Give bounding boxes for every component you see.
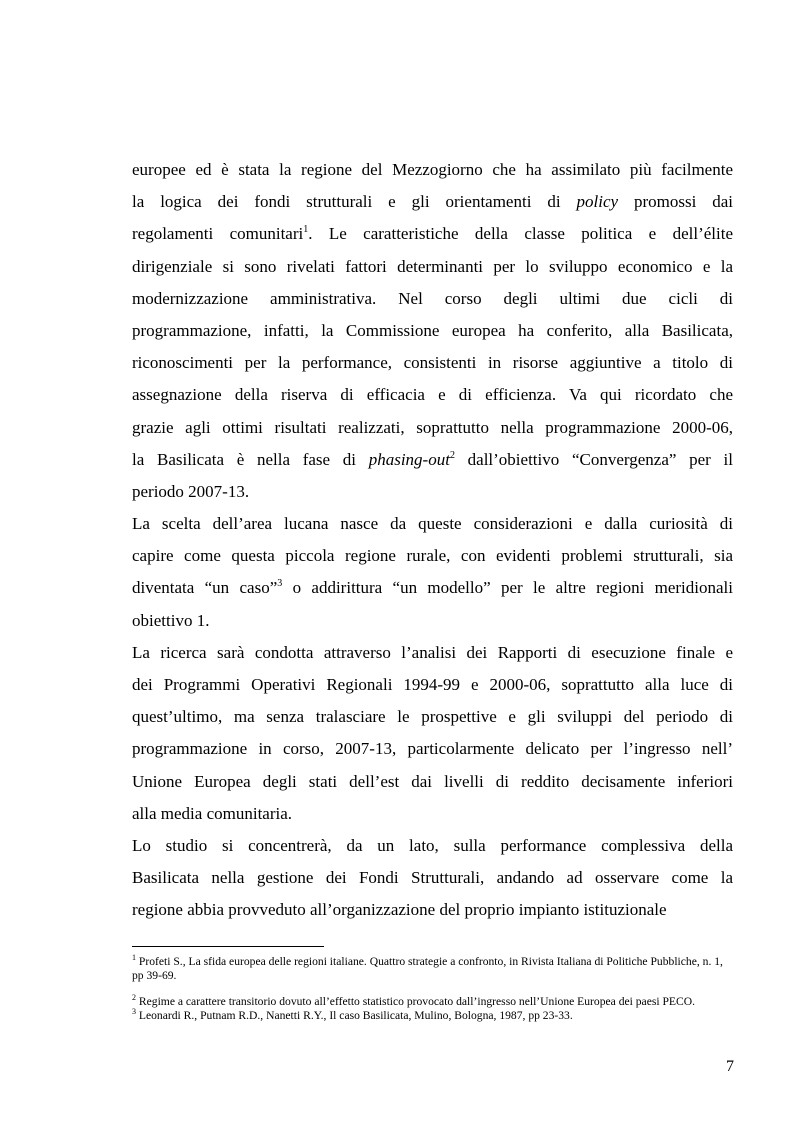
text-line bbox=[132, 572, 733, 604]
text-run: promossi dai bbox=[618, 192, 734, 212]
text-run: regione abbia provveduto all’organizzazione del proprio impianto istituzionale bbox=[132, 900, 667, 920]
text-run: regolamenti comunitari bbox=[132, 224, 304, 244]
text-run: la Basilicata è nella fase di bbox=[132, 449, 369, 469]
text-run: alla media comunitaria. bbox=[132, 803, 293, 823]
text-line bbox=[132, 540, 733, 572]
text-run: riconoscimenti per la performance, consistenti in risorse aggiuntive a titolo di bbox=[132, 353, 733, 373]
page-number: 7 bbox=[726, 1058, 734, 1075]
text-run: Lo studio si concentrerà, da un lato, sulla performance complessiva della bbox=[132, 835, 733, 855]
text-run: o addirittura “un modello” per le altre regioni meridionali bbox=[282, 578, 733, 598]
footnote-1 bbox=[132, 955, 737, 982]
text-run: programmazione in corso, 2007-13, particolarmente delicato per l’ingresso nell’ bbox=[132, 739, 733, 759]
text-line bbox=[132, 701, 733, 733]
text-line bbox=[132, 508, 733, 540]
text-run: la logica dei fondi strutturali e gli orientamenti di bbox=[132, 192, 577, 212]
text-run: quest’ultimo, ma senza tralasciare le prospettive e gli sviluppi del periodo di bbox=[132, 707, 733, 727]
text-line bbox=[132, 412, 733, 444]
footnote-reference: 1 bbox=[303, 224, 309, 236]
text-line bbox=[132, 669, 733, 701]
footnote-number: 2 bbox=[132, 993, 136, 1003]
footnote-reference: 2 bbox=[449, 449, 455, 461]
text-run: periodo 2007-13. bbox=[132, 481, 250, 501]
text-run: europee ed è stata la regione del Mezzogiorno che ha assimilato più facilmente bbox=[132, 160, 733, 179]
text-line bbox=[132, 894, 733, 926]
text-run: dei Programmi Operativi Regionali 1994-99 e 2000-06, soprattutto alla luce di bbox=[132, 675, 733, 694]
text-line bbox=[132, 218, 733, 250]
text-run: dirigenziale si sono rivelati fattori determinanti per lo sviluppo economico e la bbox=[132, 256, 733, 276]
footnotes bbox=[132, 955, 737, 1022]
text-line bbox=[132, 733, 733, 765]
text-run: La scelta dell’area lucana nasce da queste considerazioni e dalla curiosità di bbox=[132, 514, 733, 534]
text-line bbox=[132, 283, 733, 315]
footnote-2 bbox=[132, 995, 737, 1009]
text-run: diventata “un caso” bbox=[132, 578, 278, 598]
text-run: assegnazione della riserva di efficacia e di efficienza. Va qui ricordato che bbox=[132, 385, 733, 405]
text-line bbox=[132, 315, 733, 347]
text-line bbox=[132, 186, 733, 218]
text-run: programmazione, infatti, la Commissione europea ha conferito, alla Basilicata, bbox=[132, 320, 733, 340]
text-line bbox=[132, 637, 733, 669]
text-line bbox=[132, 862, 733, 894]
text-line bbox=[132, 798, 733, 830]
italic-term: phasing-out bbox=[368, 449, 450, 469]
text-run: dall’obiettivo “Convergenza” per il bbox=[454, 449, 733, 469]
text-line bbox=[132, 154, 733, 186]
text-run: capire come questa piccola regione rurale, con evidenti problemi strutturali, sia bbox=[132, 546, 733, 566]
text-run: La ricerca sarà condotta attraverso l’analisi dei Rapporti di esecuzione finale e bbox=[132, 642, 733, 662]
footnote-number: 3 bbox=[132, 1006, 136, 1016]
footnote-number: 1 bbox=[132, 953, 136, 962]
text-line bbox=[132, 347, 733, 379]
text-run: . Le caratteristiche della classe politica e dell’élite bbox=[308, 224, 734, 244]
footnote-text: Profeti S., La sfida europea delle regioni italiane. Quattro strategie a confronto, in Rivista Italiana di Politiche Pubbliche, n. 1, pp 39-69. bbox=[132, 955, 723, 982]
text-run: Basilicata nella gestione dei Fondi Strutturali, andando ad osservare come la bbox=[132, 868, 733, 888]
footnote-text: Leonardi R., Putnam R.D., Nanetti R.Y., Il caso Basilicata, Mulino, Bologna, 1987, pp 23-33. bbox=[136, 1008, 573, 1022]
text-run: obiettivo 1. bbox=[132, 610, 210, 630]
italic-term: policy bbox=[576, 192, 619, 212]
text-line bbox=[132, 379, 733, 411]
footnote-separator bbox=[132, 946, 324, 947]
text-run: modernizzazione amministrativa. Nel corso degli ultimi due cicli di bbox=[132, 288, 733, 308]
text-line bbox=[132, 605, 733, 637]
footnote-text: Regime a carattere transitorio dovuto all’effetto statistico provocato dall’ingresso nell’Unione Europea dei paesi PECO. bbox=[136, 995, 696, 1009]
text-line bbox=[132, 251, 733, 283]
text-line bbox=[132, 830, 733, 862]
text-run: grazie agli ottimi risultati realizzati, soprattutto nella programmazione 2000-06, bbox=[132, 417, 733, 437]
text-line bbox=[132, 444, 733, 476]
text-line bbox=[132, 766, 733, 798]
footnote-reference: 3 bbox=[277, 578, 283, 590]
text-line bbox=[132, 476, 733, 508]
text-run: Unione Europea degli stati dell’est dai livelli di reddito decisamente inferiori bbox=[132, 771, 733, 791]
footnote-3 bbox=[132, 1006, 737, 1023]
body-text bbox=[132, 154, 733, 927]
